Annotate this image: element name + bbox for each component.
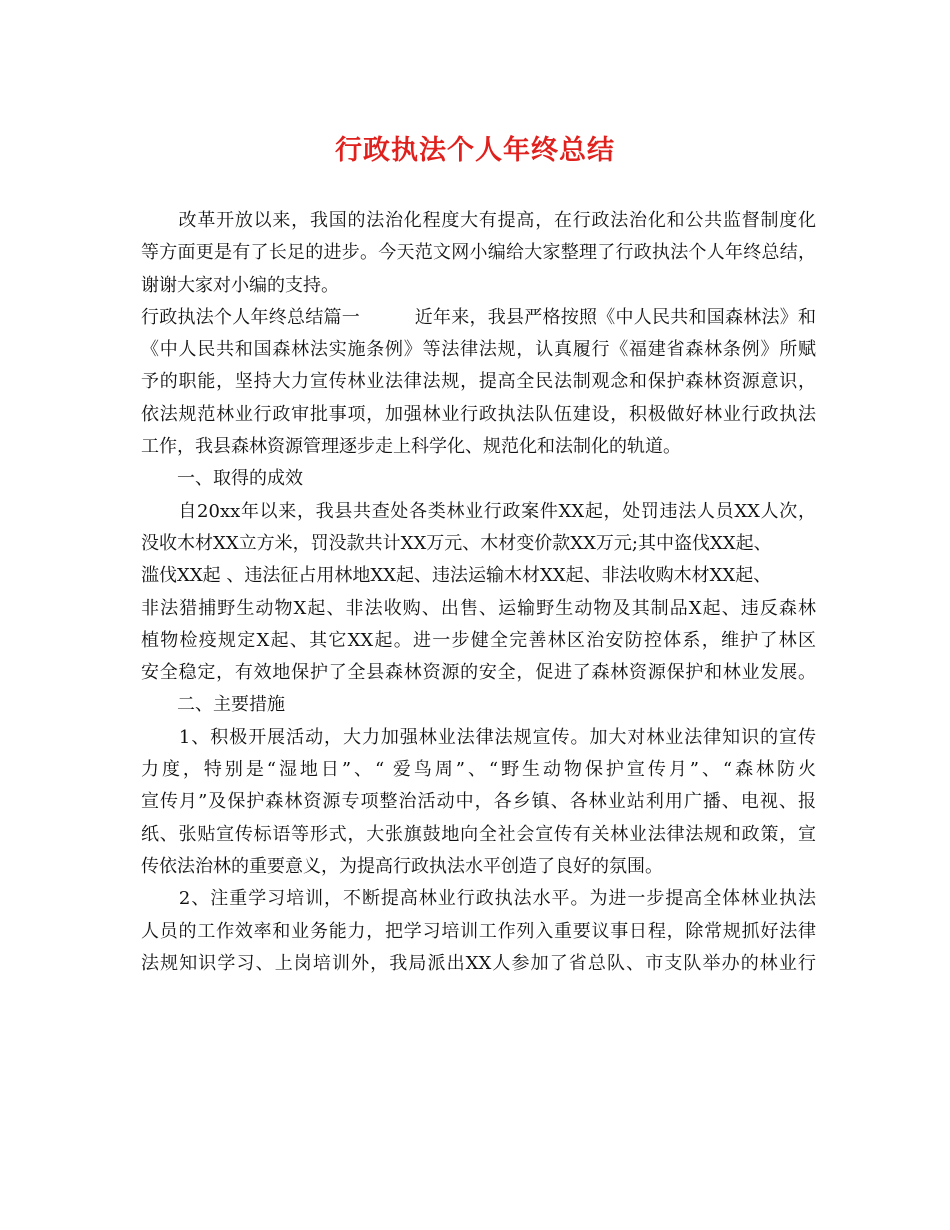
- body-line: 安全稳定，有效地保护了全县森林资源的安全，促进了森林资源保护和林业发展。: [141, 662, 816, 684]
- body-line: 法规知识学习、上岗培训外，我局派出XX人参加了省总队、市支队举办的林业行: [141, 952, 816, 974]
- body-line: 非法猎捕野生动物X起、非法收购、出售、运输野生动物及其制品X起、违反森林: [141, 597, 816, 619]
- body-line: 一、取得的成效: [141, 468, 303, 490]
- document-body: [141, 205, 816, 980]
- body-line: 自20xx年以来，我县共查处各类林业行政案件XX起，处罚违法人员XX人次，: [141, 500, 816, 522]
- body-line: 1、积极开展活动，大力加强林业法律法规宣传。加大对林业法律知识的宣传: [141, 726, 816, 748]
- body-line: 传依法治林的重要意义，为提高行政执法水平创造了良好的氛围。: [141, 855, 663, 877]
- body-line: 改革开放以来，我国的法治化程度大有提高，在行政法治化和公共监督制度化: [141, 210, 816, 231]
- body-line: 《中人民共和国森林法实施条例》等法律法规，认真履行《福建省森林条例》所赋: [141, 339, 816, 361]
- body-line: 谢谢大家对小编的支持。: [141, 274, 339, 296]
- body-line: 纸、张贴宣传标语等形式，大张旗鼓地向全社会宣传有关林业法律法规和政策，宣: [141, 823, 816, 845]
- body-line: 工作，我县森林资源管理逐步走上科学化、规范化和法制化的轨道。: [141, 436, 681, 458]
- body-line: 滥伐XX起 、违法征占用林地XX起、违法运输木材XX起、非法收购木材XX起、: [141, 565, 772, 587]
- document-title: 行政执法个人年终总结: [335, 135, 615, 166]
- body-line: 没收木材XX立方米，罚没款共计XX万元、木材变价款XX万元;其中盗伐XX起、: [141, 532, 772, 554]
- body-line: 等方面更是有了长足的进步。今天范文网小编给大家整理了行政执法个人年终总结，: [141, 242, 816, 264]
- body-line: 二、主要措施: [141, 694, 285, 716]
- body-line: 行政执法个人年终总结篇一 近年来，我县严格按照《中人民共和国森林法》和: [141, 306, 816, 328]
- body-line: 植物检疫规定X起、其它XX起。进一步健全完善林区治安防控体系，维护了林区: [141, 629, 816, 651]
- body-line: 宣传月”及保护森林资源专项整治活动中，各乡镇、各林业站利用广播、电视、报: [141, 791, 816, 813]
- body-line: 依法规范林业行政审批事项，加强林业行政执法队伍建设，积极做好林业行政执法: [141, 403, 816, 425]
- body-line: 2、注重学习培训，不断提高林业行政执法水平。为进一步提高全体林业执法: [141, 888, 816, 910]
- body-line: 力度，特别是“湿地日”、“ 爱鸟周”、“野生动物保护宣传月”、“森林防火: [141, 759, 816, 781]
- body-line: 予的职能，坚持大力宣传林业法律法规，提高全民法制观念和保护森林资源意识，: [141, 371, 816, 393]
- body-line: 人员的工作效率和业务能力，把学习培训工作列入重要议事日程，除常规抓好法律: [141, 920, 816, 942]
